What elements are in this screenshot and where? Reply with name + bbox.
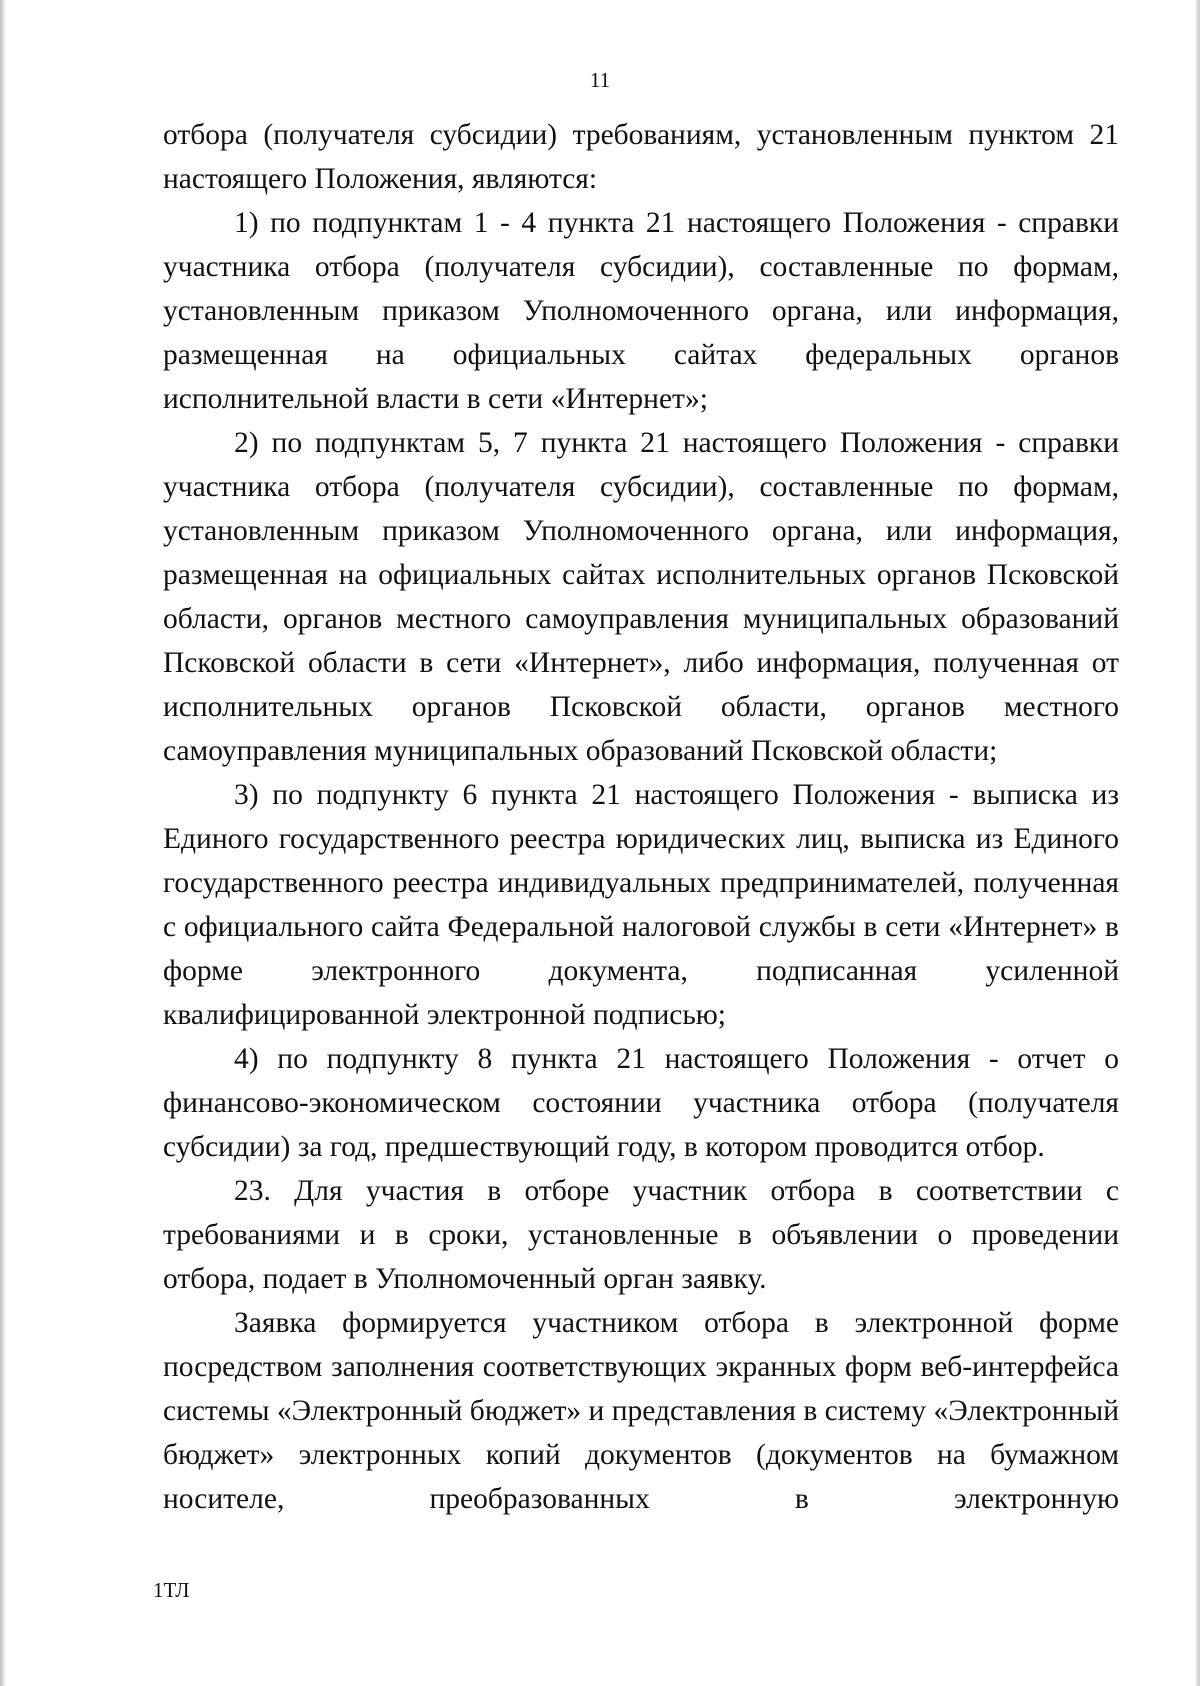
paragraph-item-2: 2) по подпунктам 5, 7 пункта 21 настоящего Положения - справки участника отбора (получателя субсидии), составленные по формам, установленным приказом Уполномоченного органа, или информация, размещенная на официальных сайтах исполнительных органов Псковской области, органов местного самоуправления муниципальных образований Псковской области в сети «Интернет», либо информация, полученная от исполнительных органов Псковской области, органов местного самоуправления муниципальных образований Псковской области; bbox=[163, 427, 1119, 767]
paragraph-item-1: 1) по подпунктам 1 - 4 пункта 21 настоящего Положения - справки участника отбора (получателя субсидии), составленные по формам, установленным приказом Уполномоченного органа, или информация, размещенная на официальных сайтах федеральных органов исполнительной власти в сети «Интернет»; bbox=[163, 207, 1119, 415]
paragraph-item-4: 4) по подпункту 8 пункта 21 настоящего Положения - отчет о финансово-экономическом состоянии участника отбора (получателя субсидии) за год, предшествующий году, в котором проводится отбор. bbox=[163, 1043, 1119, 1163]
footer-code: 1ТЛ bbox=[153, 1578, 190, 1602]
paragraph-application: Заявка формируется участником отбора в электронной форме посредством заполнения соответствующих экранных форм веб-интерфейса системы «Электронный бюджет» и представления в систему «Электронный бюджет» электронных копий документов (документов на бумажном носителе, преобразованных в электронную bbox=[163, 1307, 1119, 1515]
page-number: 11 bbox=[589, 68, 611, 92]
scan-edge-left bbox=[0, 0, 5, 1686]
document-body bbox=[163, 113, 1119, 1521]
paragraph-continuation: отбора (получателя субсидии) требованиям, установленным пунктом 21 настоящего Положения, являются: bbox=[163, 119, 1119, 195]
paragraph-clause-23: 23. Для участия в отборе участник отбора в соответствии с требованиями и в сроки, установленные в объявлении о проведении отбора, подает в Уполномоченный орган заявку. bbox=[163, 1175, 1119, 1295]
paragraph-item-3: 3) по подпункту 6 пункта 21 настоящего Положения - выписка из Единого государственного реестра юридических лиц, выписка из Единого государственного реестра индивидуальных предпринимателей, полученная с официального сайта Федеральной налоговой службы в сети «Интернет» в форме электронного документа, подписанная усиленной квалифицированной электронной подписью; bbox=[163, 779, 1119, 1031]
scan-edge-right bbox=[1195, 0, 1200, 1686]
